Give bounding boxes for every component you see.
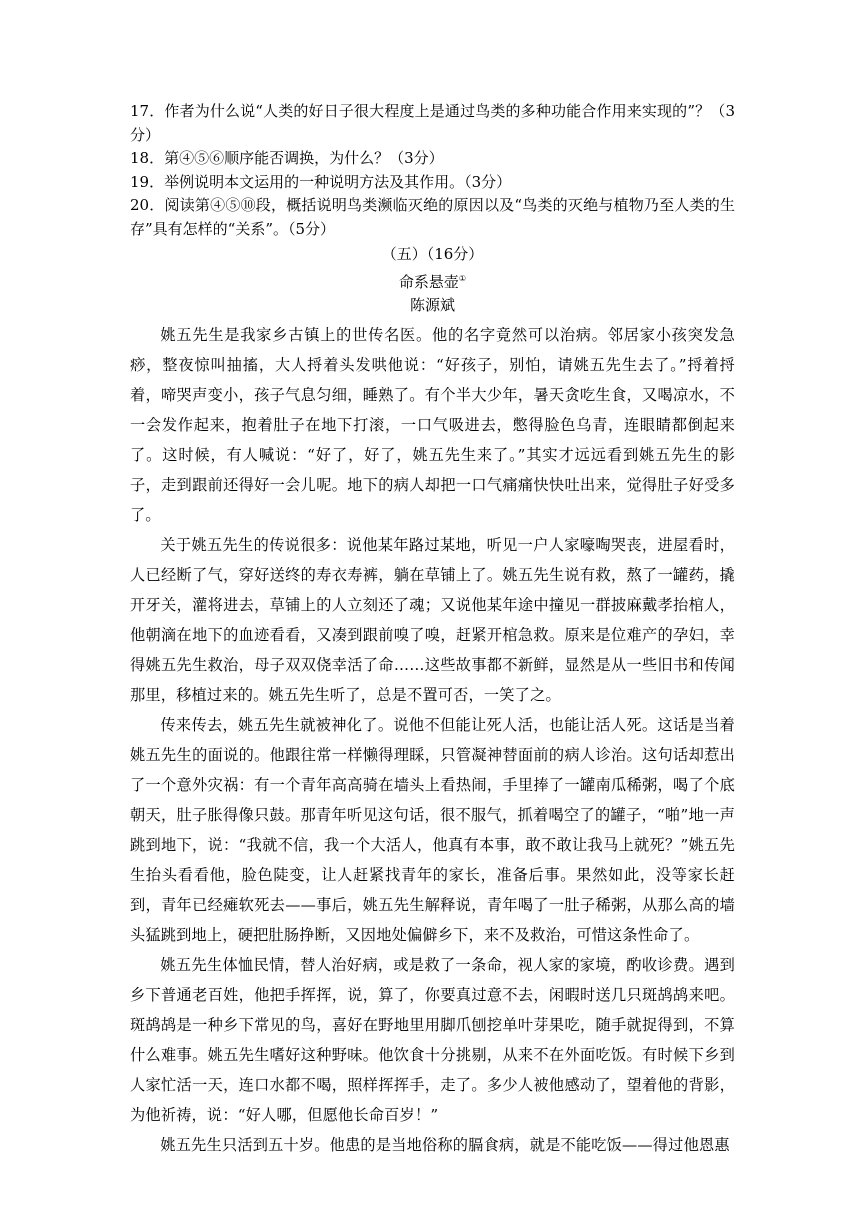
essay-author: 陈源斌: [409, 296, 455, 314]
essay-title-footnote: ①: [458, 273, 467, 283]
question-19: 19．举例说明本文运用的一种说明方法及其作用。（3分）: [130, 172, 512, 191]
essay-title-text: 命系悬壶: [398, 272, 459, 291]
essay-paragraph-1: 姚五先生是我家乡古镇上的世传名医。他的名字竟然可以治病。邻居家小孩突发急痧，整夜惊叫抽搐，大人捋着头发哄他说：“好孩子，别怕，请姚五先生去了。”捋着捋着，啼哭声变小，孩子气息匀细，睡熟了。有个半大少年，暑天贪吃生食，又喝凉水，不一会发作起来，抱着肚子在地下打滚，一口气吸进去，憋得脸色乌青，连眼睛都倒起来了。这时候，有人喊说：“好了，好了，姚五先生来了。”其实才远远看到姚五先生的影子，走到跟前还得好一会儿呢。地下的病人却把一口气痛痛快快吐出来，觉得肚子好受多了。: [130, 325, 735, 524]
question-17: 17．作者为什么说“人类的好日子很大程度上是通过鸟类的多种功能合作用来实现的”？（3分）: [130, 102, 735, 144]
essay-paragraph-4: 姚五先生体恤民情，替人治好病，或是救了一条命，视人家的家境，酌收诊费。遇到乡下普通老百姓，他把手挥挥，说，算了，你要真过意不去，闲暇时送几只斑鸪鸪来吧。斑鸪鸪是一种乡下常见的鸟，喜好在野地里用脚爪刨挖单叶芽果吃，随手就捉得到，不算什么难事。姚五先生嗜好这种野味。他饮食十分挑剔，从来不在外面吃饭。有时候下乡到人家忙活一天，连口水都不喝，照样挥挥手，走了。多少人被他感动了，望着他的背影，为他祈祷，说：“好人哪，但愿他长命百岁！”: [130, 955, 735, 1124]
question-list: [130, 100, 735, 241]
question-18: 18．第④⑤⑥顺序能否调换，为什么？（3分）: [130, 149, 444, 167]
essay-paragraph-3: 传来传去，姚五先生就被神化了。说他不但能让死人活，也能让活人死。这话是当着姚五先生的面说的。他跟往常一样懒得理睬，只管凝神替面前的病人诊治。这句话却惹出了一个意外灾祸：有一个青年高高骑在墙头上看热闹，手里捧了一罐南瓜稀粥，喝了个底朝天，肚子胀得像只鼓。那青年听见这句话，很不服气，抓着喝空了的罐子，“啪”地一声跳到地下，说：“我就不信，我一个大活人，他真有本事，敢不敢让我马上就死？”姚五先生抬头看看他，脸色陡变，让人赶紧找青年的家长，准备后事。果然如此，没等家长赶到，青年已经瘫软死去——事后，姚五先生解释说，青年喝了一肚子稀粥，从那么高的墙头猛跳到地上，硬把肚肠挣断，又因地处偏僻乡下，来不及救治，可惜这条性命了。: [130, 715, 735, 944]
essay-body: [130, 320, 735, 1160]
essay-title: [130, 267, 735, 295]
essay-paragraph-2: 关于姚五先生的传说很多：说他某年路过某地，听见一户人家嚎啕哭丧，进屋看时，人已经断了气，穿好送终的寿衣寿裤，躺在草铺上了。姚五先生说有救，熬了一罐药，撬开牙关，灌将进去，草铺上的人立刻还了魂；又说他某年途中撞见一群披麻戴孝抬棺人，他朝滴在地下的血迹看看，又凑到跟前嗅了嗅，赶紧开棺急救。原来是位难产的孕妇，幸得姚五先生救治，母子双双侥幸活了命……这些故事都不新鲜，显然是从一些旧书和传闻那里，移植过来的。姚五先生听了，总是不置可否，一笑了之。: [130, 535, 735, 704]
essay-paragraph-5: 姚五先生只活到五十岁。他患的是当地俗称的膈食病，就是不能吃饭——得过他恩惠: [160, 1135, 730, 1154]
section-label: （五）（16分）: [381, 245, 484, 263]
question-20: 20．阅读第④⑤⑩段，概括说明鸟类濒临灭绝的原因以及“鸟类的灭绝与植物乃至人类的生存”具有怎样的“关系”。（5分）: [130, 196, 735, 238]
